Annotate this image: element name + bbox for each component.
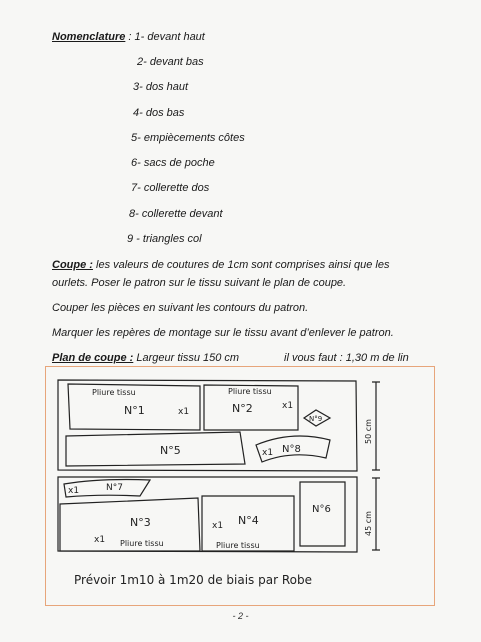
piece-8-qty: x1 (262, 448, 274, 458)
piece-7-qty: x1 (68, 486, 80, 496)
coupe-text-2: ourlets. Poser le patron sur le tissu suivant le plan de coupe. (52, 277, 347, 289)
piece-1-qty: x1 (178, 407, 190, 417)
dimension-top-label: 50 cm (364, 419, 373, 444)
piece-7-label: N°7 (106, 483, 123, 493)
nomenclature-item-5: 5- empiècements côtes (131, 132, 245, 144)
piece-3-qty: x1 (94, 535, 106, 545)
dimension-line-bottom (372, 478, 380, 550)
nomenclature-item-4: 4- dos bas (133, 107, 185, 119)
nomenclature-label: Nomenclature (52, 31, 126, 43)
page-number: - 2 - (232, 611, 249, 621)
nomenclature-item-9: 9 - triangles col (127, 233, 202, 245)
instruction-2: Marquer les repères de montage sur le tissu avant d’enlever le patron. (52, 327, 394, 339)
coupe-text-1: les valeurs de coutures de 1cm sont comprises ainsi que les (92, 259, 390, 271)
nomenclature-item-8: 8- collerette devant (129, 208, 223, 220)
plan-quantite: il vous faut : 1,30 m de lin (284, 352, 409, 364)
nomenclature-item-2: 2- devant bas (137, 56, 204, 68)
nomenclature-item-6: 6- sacs de poche (131, 157, 215, 169)
bias-note: Prévoir 1m10 à 1m20 de biais par Robe (74, 573, 312, 587)
piece-5-outline (66, 432, 245, 466)
piece-3-fold: Pliure tissu (120, 539, 164, 548)
piece-1-label: N°1 (124, 404, 145, 417)
piece-4-fold: Pliure tissu (216, 541, 260, 550)
piece-9-label: N°9 (309, 415, 323, 423)
dimension-bottom-label: 45 cm (364, 511, 373, 536)
piece-1-fold: Pliure tissu (92, 388, 136, 397)
piece-5-label: N°5 (160, 444, 181, 457)
piece-2-qty: x1 (282, 401, 294, 411)
piece-4-qty: x1 (212, 521, 224, 531)
nomenclature-item-1: 1- devant haut (134, 31, 205, 43)
dimension-line-top (372, 382, 380, 470)
nomenclature-sep: : (125, 31, 135, 43)
instruction-1: Couper les pièces en suivant les contours du patron. (52, 302, 309, 314)
plan-label: Plan de coupe : (52, 352, 134, 364)
nomenclature-item-7: 7- collerette dos (131, 182, 210, 194)
piece-4-label: N°4 (238, 514, 259, 527)
piece-6-label: N°6 (312, 504, 331, 515)
piece-2-fold: Pliure tissu (228, 387, 272, 396)
piece-8-label: N°8 (282, 444, 301, 455)
piece-3-label: N°3 (130, 516, 151, 529)
coupe-label: Coupe : (52, 259, 93, 271)
nomenclature-item-3: 3- dos haut (133, 81, 189, 93)
plan-largeur: Largeur tissu 150 cm (133, 352, 240, 364)
piece-2-label: N°2 (232, 402, 253, 415)
